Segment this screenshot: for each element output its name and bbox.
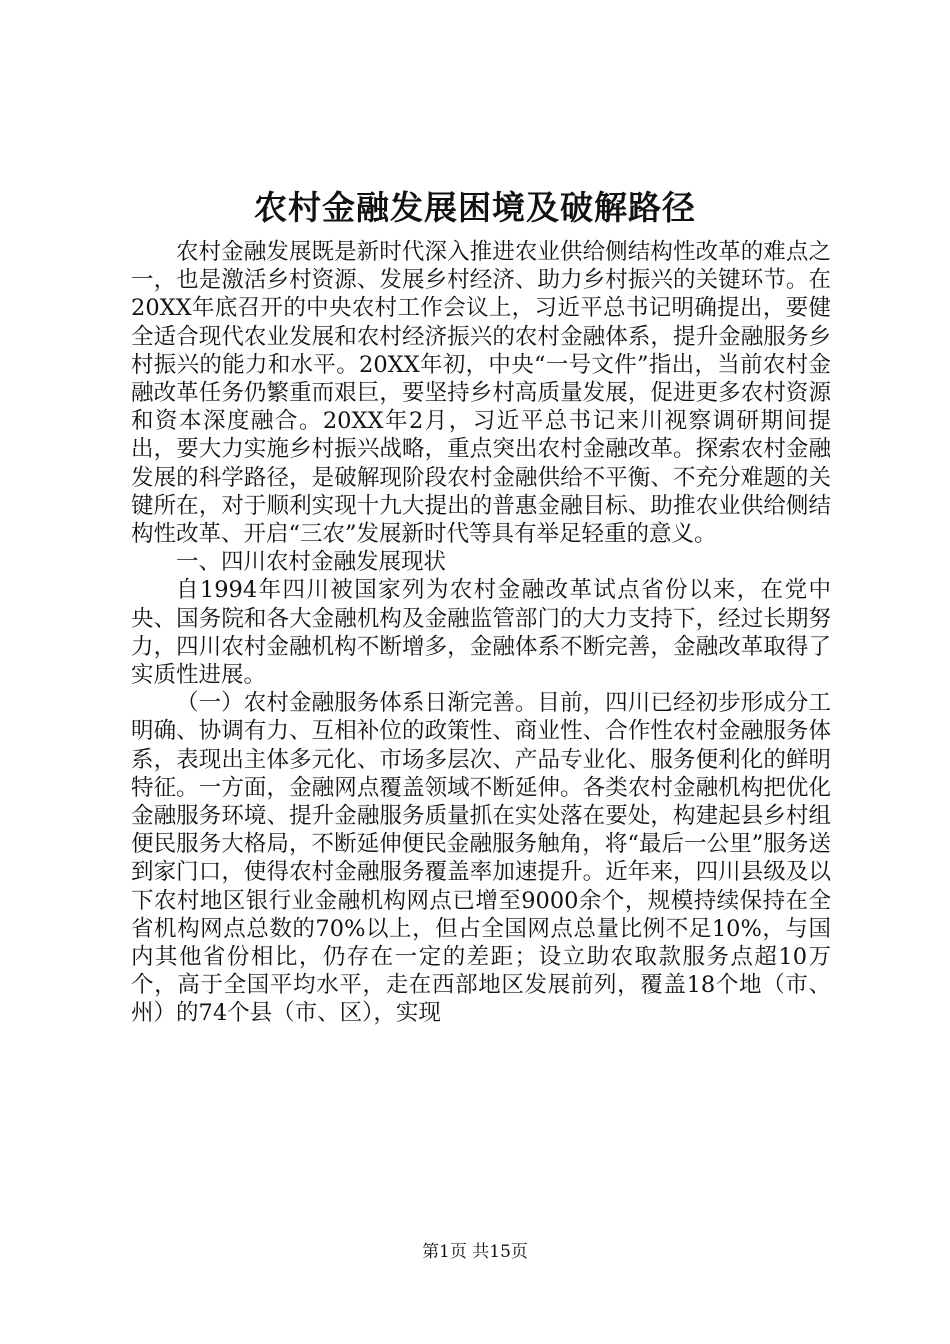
page-footer: 第1页 共15页: [422, 1242, 528, 1262]
document-body: [131, 238, 831, 1028]
paragraph-intro: 农村金融发展既是新时代深入推进农业供给侧结构性改革的难点之一，也是激活乡村资源、发展乡村经济、助力乡村振兴的关键环节。在20XX年底召开的中央农村工作会议上，习近平总书记明确提出，要健全适合现代农业发展和农村经济振兴的农村金融体系，提升金融服务乡村振兴的能力和水平。20XX年初，中央“一号文件”指出，当前农村金融改革任务仍繁重而艰巨，要坚持乡村高质量发展，促进更多农村资源和资本深度融合。20XX年2月，习近平总书记来川视察调研期间提出，要大力实施乡村振兴战略，重点突出农村金融改革。探索农村金融发展的科学路径，是破解现阶段农村金融供给不平衡、不充分难题的关键所在，对于顺利实现十九大提出的普惠金融目标、助推农业供给侧结构性改革、开启“三农”发展新时代等具有举足轻重的意义。: [131, 239, 831, 548]
section-heading: 一、四川农村金融发展现状: [176, 549, 447, 576]
paragraph-status: 自1994年四川被国家列为农村金融改革试点省份以来，在党中央、国务院和各大金融机构及金融监管部门的大力支持下，经过长期努力，四川农村金融机构不断增多，金融体系不断完善，金融改革取得了实质性进展。: [131, 577, 831, 689]
paragraph-service-system: （一）农村金融服务体系日渐完善。目前，四川已经初步形成分工明确、协调有力、互相补位的政策性、商业性、合作性农村金融服务体系，表现出主体多元化、市场多层次、产品专业化、服务便利化的鲜明特征。一方面，金融网点覆盖领域不断延伸。各类农村金融机构把优化金融服务环境、提升金融服务质量抓在实处落在要处，构建起县乡村组便民服务大格局，不断延伸便民金融服务触角，将“最后一公里”服务送到家门口，使得农村金融服务覆盖率加速提升。近年来，四川县级及以下农村地区银行业金融机构网点已增至9000余个，规模持续保持在全省机构网点总数的70%以上，但占全国网点总量比例不足10%，与国内其他省份相比，仍存在一定的差距；设立助农取款服务点超10万个，高于全国平均水平，走在西部地区发展前列，覆盖18个地（市、州）的74个县（市、区），实现: [131, 690, 831, 1027]
document-title: 农村金融发展困境及破解路径: [254, 188, 696, 227]
